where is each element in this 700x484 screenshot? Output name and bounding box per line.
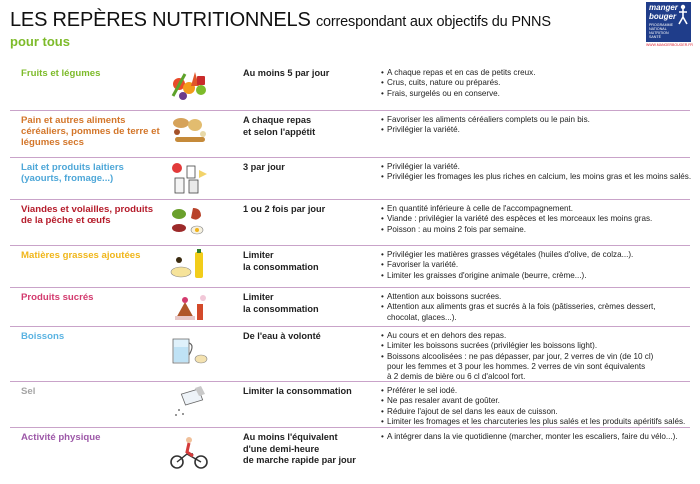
tip-item: • Privilégier les matières grasses végétales (huiles d'olive, de colza...). xyxy=(381,250,693,260)
category-label: Lait et produits laitiers (yaourts, fromage...) xyxy=(21,162,124,184)
recommendation: De l'eau à volonté xyxy=(243,331,321,341)
row-sel xyxy=(0,382,700,428)
tip-item: • Privilégier la variété. xyxy=(381,162,693,172)
tip-item: • Attention aux boissons sucrées. xyxy=(381,292,693,302)
row-produits-sucres xyxy=(0,288,700,327)
category-label: Pain et autres aliments céréaliers, pommes de terre et légumes secs xyxy=(21,115,160,148)
recommendation: Au moins l'équivalent d'une demi-heure de marche rapide par jour xyxy=(243,432,356,466)
recommendation: Au moins 5 par jour xyxy=(243,68,330,78)
tips-list xyxy=(381,162,693,183)
category-label: Boissons xyxy=(21,331,65,342)
tip-item: • Boissons alcoolisées : ne pas dépasser, par jour, 2 verres de vin (de 10 cl) pour les femmes et 3 pour les hommes. 2 verres de vin sont équivalents à 2 demis de bière ou 6 cl d'alcool fort. xyxy=(381,352,693,383)
logo-url: WWW.MANGERBOUGER.FR xyxy=(646,43,693,47)
category-label: Produits sucrés xyxy=(21,292,94,303)
tip-item: • Limiter les fromages et les charcuteries les plus salés et les produits apéritifs salés. xyxy=(381,417,693,427)
row-matieres-grasses xyxy=(0,246,700,288)
tips-list xyxy=(381,250,693,281)
manger-bouger-logo: manger bouger PROGRAMME NATIONAL NUTRITION SANTÉ xyxy=(646,2,691,42)
category-label: Fruits et légumes xyxy=(21,68,101,79)
tip-item: • Poisson : au moins 2 fois par semaine. xyxy=(381,225,693,235)
tip-item: • Au cours et en dehors des repas. xyxy=(381,331,693,341)
tips-list xyxy=(381,68,693,99)
recommendation: 1 ou 2 fois par jour xyxy=(243,204,326,214)
tip-item: • Privilégier la variété. xyxy=(381,125,693,135)
cyclist-icon xyxy=(167,434,211,470)
row-pain-cereales xyxy=(0,111,700,158)
tip-item: • Privilégier les fromages les plus riches en calcium, les moins gras et les moins salés. xyxy=(381,172,693,182)
meat-fish-eggs-icon xyxy=(167,202,211,238)
fruits-vegetables-icon xyxy=(167,66,211,102)
tips-list xyxy=(381,386,693,427)
tip-item: • A intégrer dans la vie quotidienne (marcher, monter les escaliers, faire du vélo...). xyxy=(381,432,693,442)
row-fruits-legumes xyxy=(0,64,700,111)
recommendation: Limiter la consommation xyxy=(243,292,319,314)
row-activite-physique xyxy=(0,428,700,484)
tip-item: • Limiter les graisses d'origine animale (beurre, crème...). xyxy=(381,271,693,281)
tips-list xyxy=(381,204,693,235)
tips-list xyxy=(381,115,693,136)
recommendation: 3 par jour xyxy=(243,162,285,172)
tip-item: • Réduire l'ajout de sel dans les eaux de cuisson. xyxy=(381,407,693,417)
salt-shaker-icon xyxy=(167,384,211,420)
tips-list xyxy=(381,432,693,442)
bread-cereals-icon xyxy=(167,113,211,149)
page-title xyxy=(10,9,551,32)
category-label: Matières grasses ajoutées xyxy=(21,250,141,261)
page-subtitle: pour tous xyxy=(10,34,70,49)
recommendation: Limiter la consommation xyxy=(243,250,319,272)
tip-item: • Crus, cuits, nature ou préparés. xyxy=(381,78,693,88)
row-boissons xyxy=(0,327,700,382)
tip-item: • En quantité inférieure à celle de l'accompagnement. xyxy=(381,204,693,214)
tips-list xyxy=(381,292,693,323)
title-main: LES REPÈRES NUTRITIONNELS xyxy=(10,9,311,31)
tip-item: • A chaque repas et en cas de petits creux. xyxy=(381,68,693,78)
recommendation: Limiter la consommation xyxy=(243,386,352,396)
title-rest: correspondant aux objectifs du PNNS xyxy=(316,14,551,30)
fats-oil-butter-icon xyxy=(167,248,211,284)
row-viandes-poissons-oeufs xyxy=(0,200,700,246)
tip-item: • Ne pas resaler avant de goûter. xyxy=(381,396,693,406)
tip-item: • Attention aux aliments gras et sucrés à la fois (pâtisseries, crèmes dessert, chocolat, glaces...). xyxy=(381,302,693,323)
water-pitcher-icon xyxy=(167,333,211,369)
tip-item: • Limiter les boissons sucrées (privilégier les boissons light). xyxy=(381,341,693,351)
category-label: Sel xyxy=(21,386,36,397)
row-lait-produits-laitiers xyxy=(0,158,700,200)
recommendation: A chaque repas et selon l'appétit xyxy=(243,115,316,137)
category-label: Viandes et volailles, produits de la pêche et œufs xyxy=(21,204,154,226)
tips-list xyxy=(381,331,693,382)
figure-icon xyxy=(677,4,689,26)
tip-item: • Viande : privilégier la variété des espèces et les morceaux les moins gras. xyxy=(381,214,693,224)
category-label: Activité physique xyxy=(21,432,101,443)
sweets-icon xyxy=(167,290,211,326)
tip-item: • Préférer le sel iodé. xyxy=(381,386,693,396)
tip-item: • Favoriser les aliments céréaliers complets ou le pain bis. xyxy=(381,115,693,125)
tip-item: • Favoriser la variété. xyxy=(381,260,693,270)
tip-item: • Frais, surgelés ou en conserve. xyxy=(381,89,693,99)
dairy-products-icon xyxy=(167,160,211,196)
